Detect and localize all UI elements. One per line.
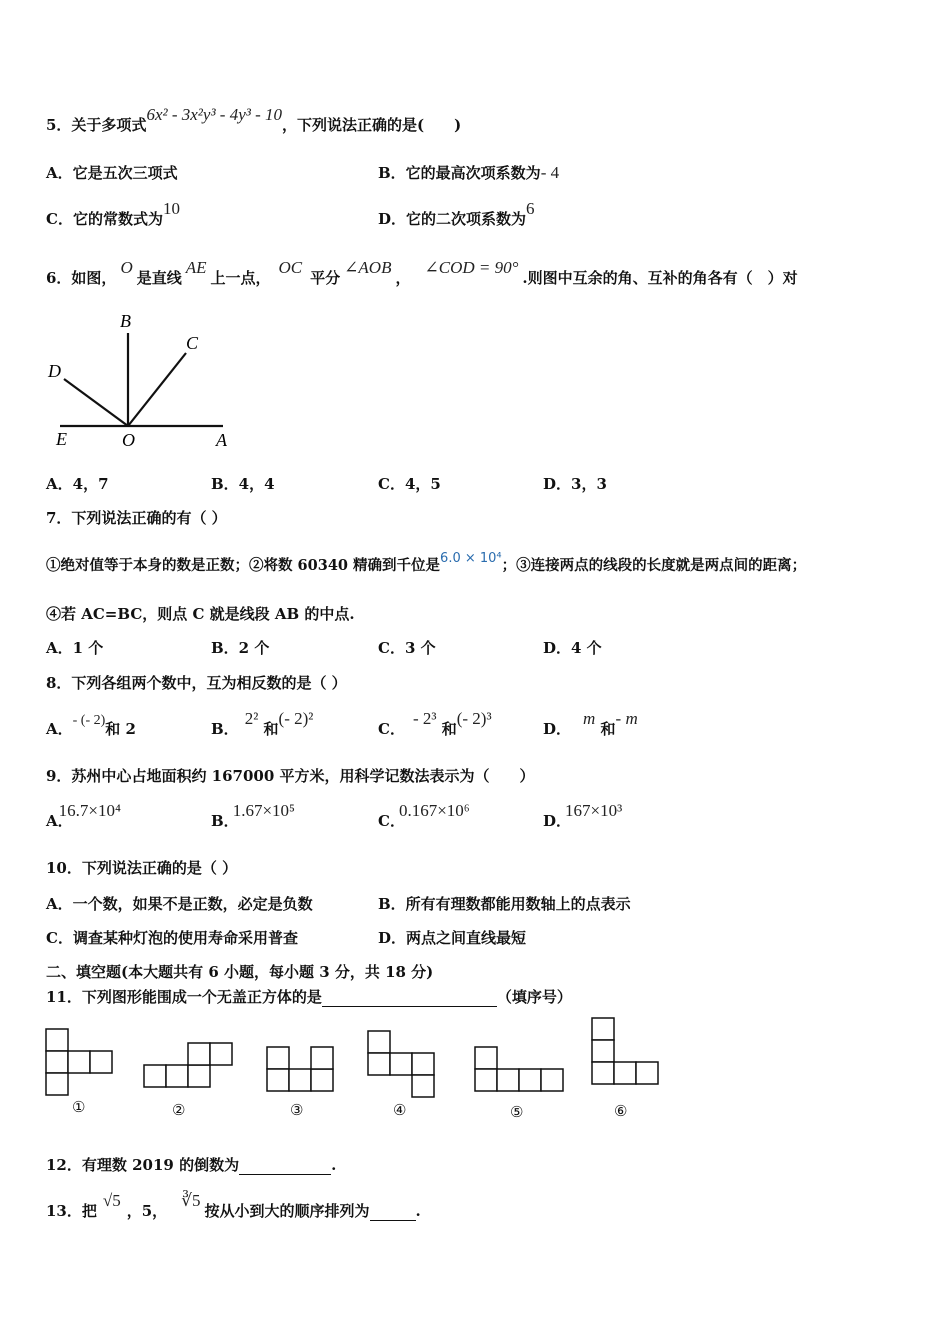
q10-stem: 10．下列说法正确的是（ ）	[46, 859, 238, 877]
net-label-5: ⑤	[510, 1105, 524, 1121]
q10-option-b[interactable]: B．所有有理数都能用数轴上的点表示	[378, 895, 631, 913]
q10-option-a[interactable]: A．一个数，如果不是正数，必定是负数	[46, 895, 313, 913]
net-label-2: ②	[172, 1103, 186, 1119]
net-5[interactable]	[475, 1047, 563, 1091]
q6-option-c[interactable]: C．4，5	[378, 475, 441, 493]
q8-stem: 8．下列各组两个数中，互为相反数的是（ ）	[46, 674, 347, 692]
q7-option-d[interactable]: D．4 个	[543, 639, 602, 657]
net-label-3: ③	[290, 1103, 304, 1119]
q9-stem: 9．苏州中心占地面积约 167000 平方米，用科学记数法表示为（ ）	[46, 767, 535, 785]
label-d: D	[48, 361, 61, 381]
q8-option-b[interactable]: B．2² 和(- 2)²	[211, 709, 314, 738]
ray-od	[64, 379, 128, 426]
ray-oc	[128, 353, 186, 426]
net-label-4: ④	[393, 1103, 407, 1119]
q13-stem: 13．把√5，5，∛5按从小到大的顺序排列为 .	[46, 1191, 421, 1220]
q6-option-d[interactable]: D．3，3	[543, 475, 607, 493]
label-c: C	[186, 333, 199, 353]
q9-option-a[interactable]: A．16.7×10⁴	[46, 801, 121, 830]
q5-option-d[interactable]: D．它的二次项系数为6	[378, 199, 535, 228]
q5-expression: 6x² - 3x²y³ - 4y³ - 10	[146, 105, 283, 124]
net-1[interactable]	[46, 1029, 112, 1095]
q11-answer-blank[interactable]	[322, 992, 497, 1007]
q7-option-c[interactable]: C．3 个	[378, 639, 436, 657]
q6-angle-figure	[40, 305, 240, 455]
q12-answer-blank[interactable]	[239, 1160, 331, 1175]
q8-option-d[interactable]: D．m 和- m	[543, 709, 638, 738]
q6-option-a[interactable]: A．4，7	[46, 475, 109, 493]
net-label-6: ⑥	[614, 1104, 628, 1120]
label-o: O	[122, 430, 135, 450]
q11-stem: 11．下列图形能围成一个无盖正方体的是 （填序号）	[46, 988, 572, 1006]
q8-option-c[interactable]: C．- 2³ 和(- 2)³	[378, 709, 492, 738]
q7-stem: 7．下列说法正确的有（ ）	[46, 509, 227, 527]
q5-stem: 5．关于多项式6x² - 3x²y³ - 4y³ - 10，下列说法正确的是( )	[46, 105, 462, 134]
label-e: E	[56, 429, 67, 449]
q7-statements-1: ①绝对值等于本身的数是正数；②将数 60340 精确到千位是6.0 × 10⁴；③连接两点的线段的长度就是两点间的距离；	[46, 551, 807, 574]
q9-option-c[interactable]: C．0.167×10⁶	[378, 801, 470, 830]
q5-option-c[interactable]: C．它的常数式为10	[46, 199, 180, 228]
q7-option-a[interactable]: A．1 个	[46, 639, 104, 657]
net-label-1: ①	[72, 1100, 86, 1116]
q6-option-b[interactable]: B．4，4	[211, 475, 275, 493]
q10-option-d[interactable]: D．两点之间直线最短	[378, 929, 527, 947]
label-a: A	[216, 430, 227, 450]
net-4[interactable]	[368, 1031, 434, 1097]
q5-option-b[interactable]: B．它的最高次项系数为- 4	[378, 163, 560, 182]
q5-option-a[interactable]: A．它是五次三项式	[46, 164, 178, 182]
q9-option-d[interactable]: D．167×10³	[543, 801, 623, 830]
q11-cube-nets	[40, 1012, 680, 1124]
net-2[interactable]	[144, 1043, 232, 1087]
q7-option-b[interactable]: B．2 个	[211, 639, 270, 657]
section-heading: 二、填空题(本大题共有 6 小题，每小题 3 分，共 18 分)	[46, 963, 434, 981]
q12-stem: 12．有理数 2019 的倒数为 .	[46, 1156, 337, 1174]
net-6[interactable]	[592, 1018, 658, 1084]
q10-option-c[interactable]: C．调查某种灯泡的使用寿命采用普查	[46, 929, 298, 947]
q6-stem: 6．如图，O是直线AE上一点，OC平分∠AOB，∠COD = 90°.则图中互余的角、互补的角各有（ ）对	[46, 258, 798, 287]
label-b: B	[120, 311, 131, 331]
q8-option-a[interactable]: A．- (- 2)和 2	[46, 713, 136, 738]
q7-statements-2: ④若 AC=BC，则点 C 就是线段 AB 的中点.	[46, 605, 355, 623]
q9-option-b[interactable]: B．1.67×10⁵	[211, 801, 295, 830]
net-3[interactable]	[267, 1047, 333, 1091]
q13-answer-blank[interactable]	[370, 1206, 416, 1221]
